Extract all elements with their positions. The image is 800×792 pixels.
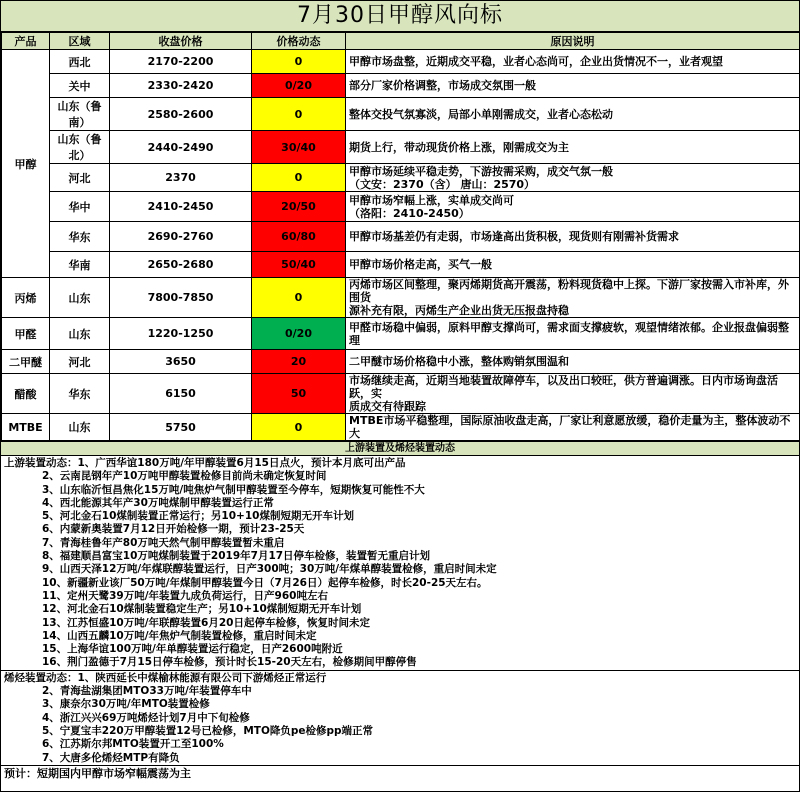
reason-cell <box>346 192 800 222</box>
price-cell: 6150 <box>110 374 252 414</box>
news-item: 6、内蒙新奥装置7月12日开始检修一期，预计23-25天 <box>42 523 305 536</box>
product-cell: 甲醛 <box>2 318 50 350</box>
reason-cell <box>346 50 800 74</box>
change-cell: 0/20 <box>252 74 346 98</box>
price-cell: 2690-2760 <box>110 222 252 252</box>
table-row <box>2 318 800 350</box>
region-cell: 山东 <box>50 318 110 350</box>
price-cell: 2330-2420 <box>110 74 252 98</box>
news-item: 6、江苏斯尔邦MTO装置开工至100% <box>42 738 224 751</box>
reason-line: 甲醇市场价格走高，买气一般 <box>349 258 492 271</box>
region-cell: 华南 <box>50 252 110 278</box>
reason-line: （洛阳：2410-2450） <box>349 206 470 220</box>
col-change: 价格动态 <box>252 33 346 50</box>
reason-line: 部分厂家价格调整，市场成交氛围一般 <box>349 79 536 92</box>
news-item: 上游装置动态：1、广西华谊180万吨/年甲醇装置6月15日点火，预计本月底可出产品 <box>4 457 406 469</box>
reason-line: 甲醇市场基差仍有走弱，市场逢高出货积极，现货则有刚需补货需求 <box>349 230 679 243</box>
table-row <box>2 278 800 318</box>
region-cell: 西北 <box>50 50 110 74</box>
reason-line: 甲醛市场稳中偏弱，原料甲醇支撑尚可，需求面支撑疲软，观望情绪浓郁。企业报盘偏弱整理 <box>349 320 789 347</box>
reason-line: MTBE市场平稳整理，国际原油收盘走高，厂家让利意愿放缓，稳价走量为主，整体波动不大 <box>349 414 791 440</box>
change-cell: 50 <box>252 374 346 414</box>
news-item: 10、新疆新业该厂50万吨/年煤制甲醇装置今日（7月26日）起停车检修，时长20-25天左右。 <box>42 576 488 589</box>
table-row <box>2 131 800 164</box>
table-row <box>2 98 800 131</box>
news-item: 9、山西天泽12万吨/年煤联醇装置运行，日产300吨；30万吨/年煤单醇装置检修，重启时间未定 <box>42 563 497 576</box>
product-cell: 丙烯 <box>2 278 50 318</box>
price-cell: 2370 <box>110 164 252 192</box>
reason-line: 二甲醚市场价格稳中小涨，整体购销氛围温和 <box>349 355 569 368</box>
news-item: 16、荆门盈德于7月15日停车检修，预计时长15-20天左右，检修期间甲醇停售 <box>42 656 417 669</box>
table-row <box>2 414 800 441</box>
table-row <box>2 74 800 98</box>
change-cell: 0 <box>252 98 346 131</box>
news-item: 12、河北金石10煤制装置稳定生产；另10+10煤制短期无开车计划 <box>42 603 362 616</box>
reason-line: 丙烯市场区间整理，聚丙烯期货高开震荡，粉料现货稳中上探。下游厂家按需入市补库，外围货 <box>349 278 789 304</box>
change-cell: 0 <box>252 50 346 74</box>
olefin-news <box>1 670 799 765</box>
reason-cell <box>346 252 800 278</box>
reason-cell <box>346 350 800 374</box>
reason-line: 甲醇市场延续平稳走势，下游按需采购，成交气氛一般 <box>349 164 613 178</box>
news-item: 3、康奈尔30万吨/年MTO装置检修 <box>42 698 210 711</box>
region-cell: 河北 <box>50 350 110 374</box>
price-cell: 2650-2680 <box>110 252 252 278</box>
region-cell: 山东 <box>50 278 110 318</box>
col-price: 收盘价格 <box>110 33 252 50</box>
change-cell: 0 <box>252 414 346 441</box>
product-cell: 醋酸 <box>2 374 50 414</box>
news-item: 4、浙江兴兴69万吨烯烃计划7月中下旬检修 <box>42 711 250 724</box>
reason-line: 甲醇市场窄幅上涨，实单成交尚可 <box>349 193 514 207</box>
reason-cell <box>346 374 800 414</box>
price-cell: 1220-1250 <box>110 318 252 350</box>
region-cell: 河北 <box>50 164 110 192</box>
price-cell: 2440-2490 <box>110 131 252 164</box>
reason-cell <box>346 164 800 192</box>
region-cell: 山东 <box>50 414 110 441</box>
price-table-body <box>2 33 800 441</box>
reason-cell <box>346 74 800 98</box>
region-cell: 关中 <box>50 74 110 98</box>
price-cell: 2410-2450 <box>110 192 252 222</box>
news-item: 7、大唐多伦烯烃MTP有降负 <box>42 751 180 764</box>
news-item: 2、青海盐湖集团MTO33万吨/年装置停车中 <box>42 685 252 698</box>
news-item: 5、河北金石10煤制装置正常运行；另10+10煤制短期无开车计划 <box>42 510 354 523</box>
table-row <box>2 252 800 278</box>
region-cell: 华中 <box>50 192 110 222</box>
price-cell: 3650 <box>110 350 252 374</box>
news-item: 8、福建顺昌富宝10万吨煤制装置于2019年7月17日停车检修，装置暂无重启计划 <box>42 550 431 563</box>
table-row <box>2 50 800 74</box>
news-item: 3、山东临沂恒昌焦化15万吨/吨焦炉气制甲醇装置至今停车，短期恢复可能性不大 <box>42 483 425 496</box>
product-cell: 二甲醚 <box>2 350 50 374</box>
change-cell: 30/40 <box>252 131 346 164</box>
change-cell: 0/20 <box>252 318 346 350</box>
table-row <box>2 374 800 414</box>
reason-line: 质成交有待跟踪 <box>349 400 426 413</box>
reason-line: 期货上行，带动现货价格上涨，刚需成交为主 <box>349 140 569 154</box>
section-title: 上游装置及烯烃装置动态 <box>1 441 799 456</box>
table-header <box>2 33 800 50</box>
news-item: 2、云南昆钢年产10万吨甲醇装置检修目前尚未确定恢复时间 <box>42 470 327 483</box>
change-cell: 60/80 <box>252 222 346 252</box>
change-cell: 50/40 <box>252 252 346 278</box>
reason-line: （文安：2370（含） 唐山：2570） <box>349 177 536 191</box>
reason-line: 源补充有限，丙烯生产企业出货无压报盘持稳 <box>349 304 569 317</box>
change-cell: 20 <box>252 350 346 374</box>
table-row <box>2 350 800 374</box>
table-row <box>2 222 800 252</box>
reason-line: 整体交投气氛寡淡，局部小单刚需成交，业者心态松动 <box>349 107 613 121</box>
change-cell: 0 <box>252 278 346 318</box>
change-cell: 0 <box>252 164 346 192</box>
region-cell: 山东（鲁南） <box>50 98 110 131</box>
news-item: 烯烃装置动态：1、陕西延长中煤榆林能源有限公司下游烯烃正常运行 <box>4 671 327 684</box>
price-cell: 2580-2600 <box>110 98 252 131</box>
page-title: 7月30日甲醇风向标 <box>1 1 799 32</box>
reason-cell <box>346 131 800 164</box>
region-cell: 山东（鲁北） <box>50 131 110 164</box>
col-region: 区域 <box>50 33 110 50</box>
table-row <box>2 164 800 192</box>
reason-cell <box>346 98 800 131</box>
reason-line: 市场继续走高，近期当地装置故障停车，以及出口较旺，供方普遍调涨。日内市场询盘活跃，实 <box>349 374 778 400</box>
news-item: 5、宁夏宝丰220万甲醇装置12号已检修，MTO降负pe检修pp端正常 <box>42 724 374 737</box>
price-cell: 7800-7850 <box>110 278 252 318</box>
region-cell: 华东 <box>50 222 110 252</box>
region-cell: 华东 <box>50 374 110 414</box>
reason-cell <box>346 414 800 441</box>
price-cell: 5750 <box>110 414 252 441</box>
forecast: 预计：短期国内甲醇市场窄幅震荡为主 <box>1 765 799 781</box>
change-cell: 20/50 <box>252 192 346 222</box>
news-item: 14、山西五麟10万吨/年焦炉气制装置检修，重启时间未定 <box>42 629 317 642</box>
table-row <box>2 192 800 222</box>
news-item: 11、定州天鹭39万吨/年装置九成负荷运行，日产960吨左右 <box>42 589 328 602</box>
news-item: 4、西北能源其年产30万吨煤制甲醇装置运行正常 <box>42 496 274 509</box>
product-cell: 甲醇 <box>2 50 50 278</box>
col-reason: 原因说明 <box>346 33 800 50</box>
product-cell: MTBE <box>2 414 50 441</box>
reason-line: 甲醇市场盘整，近期成交平稳，业者心态尚可，企业出货情况不一，业者观望 <box>349 55 723 68</box>
price-cell: 2170-2200 <box>110 50 252 74</box>
reason-cell <box>346 222 800 252</box>
news-item: 7、青海桂鲁年产80万吨天然气制甲醇装置暂未重启 <box>42 536 285 549</box>
news-item: 15、上海华谊100万吨/年单醇装置运行稳定，日产2600吨附近 <box>42 643 343 656</box>
reason-cell <box>346 278 800 318</box>
news-item: 13、江苏恒盛10万吨/年联醇装置6月20日起停车检修，恢复时间未定 <box>42 616 370 629</box>
col-product: 产品 <box>2 33 50 50</box>
price-table <box>1 32 800 441</box>
upstream-news <box>1 456 799 670</box>
reason-cell <box>346 318 800 350</box>
